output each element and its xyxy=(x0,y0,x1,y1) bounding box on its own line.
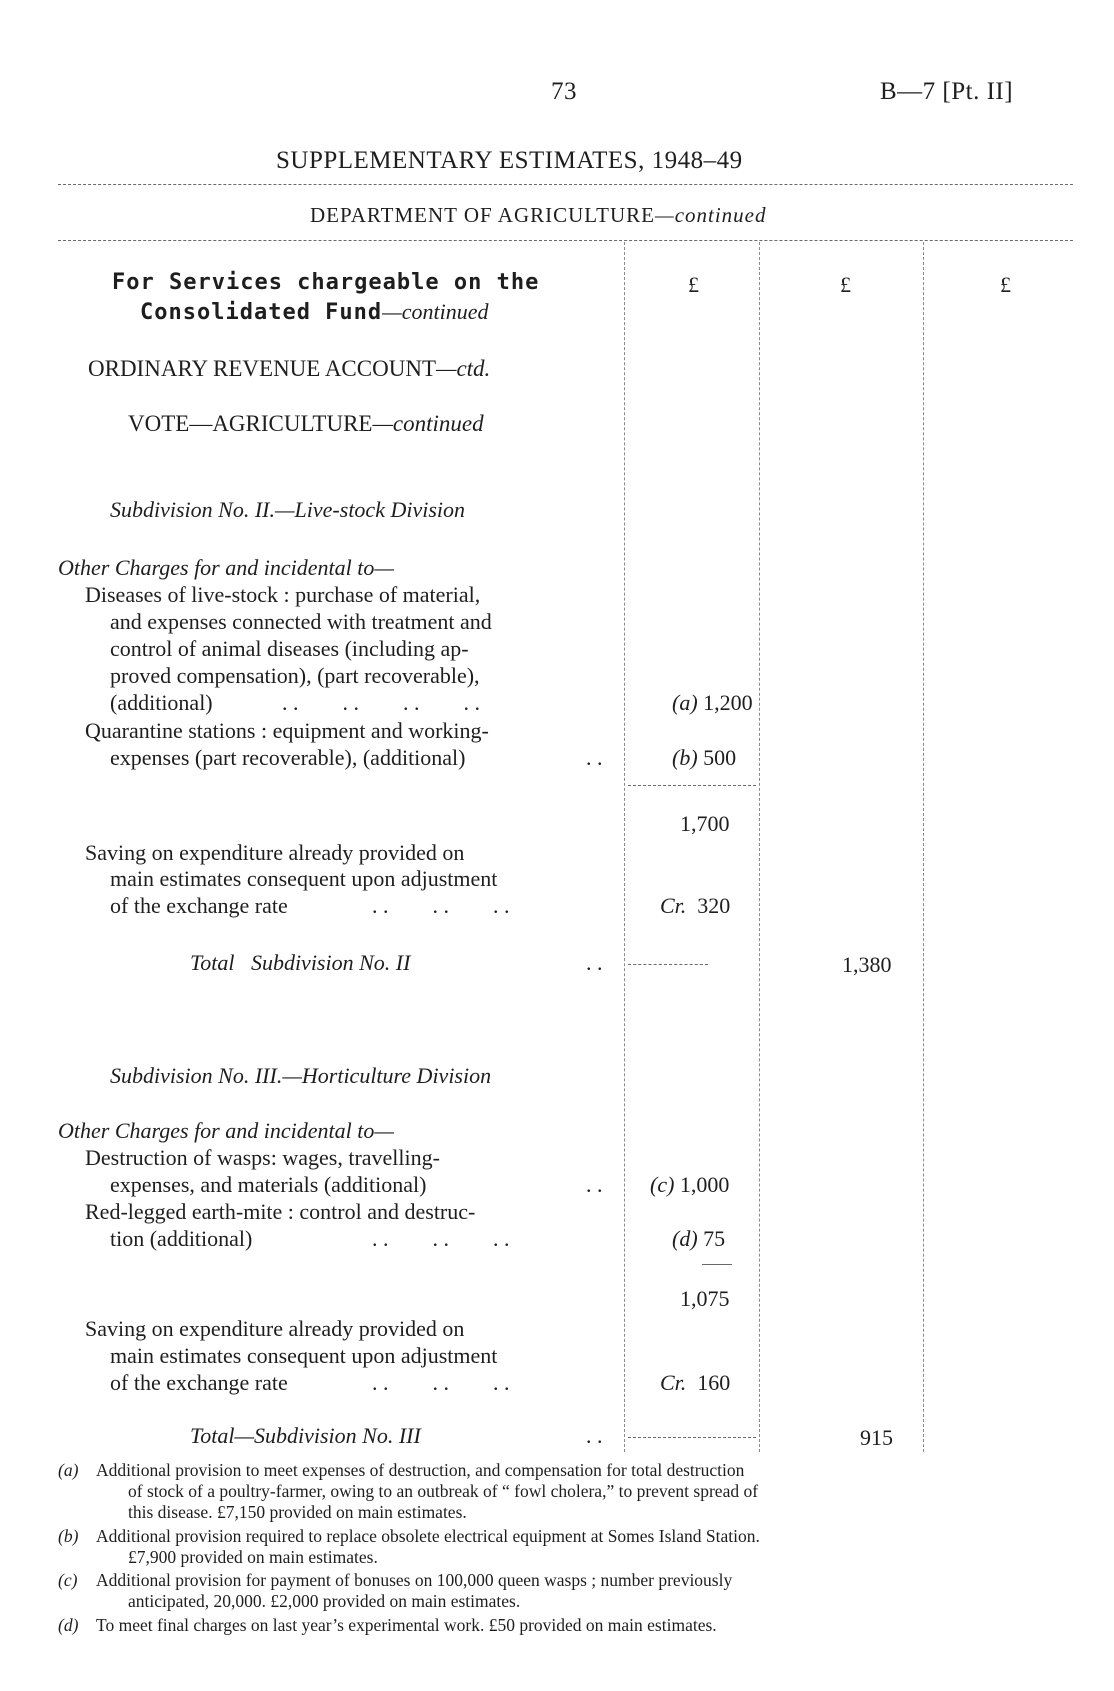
sub2-item2-value xyxy=(672,745,736,771)
sub2-item2-leaders: . . xyxy=(586,745,603,770)
footnote-d-mark: (d) xyxy=(58,1615,79,1635)
sub3-item1-line: Destruction of wasps: wages, travelling- xyxy=(85,1145,440,1170)
sub2-subtotal: 1,700 xyxy=(680,811,730,836)
footnote-b-line: Additional provision required to replace obsolete electrical equipment at Somes Island Station. xyxy=(96,1526,760,1546)
department-name: DEPARTMENT OF AGRICULTURE xyxy=(310,203,656,227)
sub2-total-rule xyxy=(628,964,708,965)
sub2-item1-line: (additional) xyxy=(110,690,213,715)
sub3-total-rule xyxy=(628,1437,756,1438)
sub3-saving-leaders: . . . . . . xyxy=(372,1370,510,1395)
page-title: SUPPLEMENTARY ESTIMATES, 1948–49 xyxy=(276,147,743,174)
document-reference: B—7 [Pt. II] xyxy=(880,78,1014,105)
sub2-saving-line: main estimates consequent upon adjustment xyxy=(110,866,498,891)
sub3-item2-line: Red-legged earth-mite : control and destruc- xyxy=(85,1199,476,1224)
footnote-a-line: Additional provision to meet expenses of destruction, and compensation for total destruction xyxy=(96,1460,745,1480)
sub2-item1-amount: 1,200 xyxy=(703,690,753,715)
sub3-item2-value xyxy=(672,1226,725,1252)
sub2-saving-line: Saving on expenditure already provided on xyxy=(85,840,465,865)
sub2-item2-amount: 500 xyxy=(703,745,737,770)
currency-header-1: £ xyxy=(688,272,699,297)
account-heading xyxy=(88,356,490,382)
sub2-item2-line: expenses (part recoverable), (additional) xyxy=(110,745,466,770)
footnote-a-line: of stock of a poultry-farmer, owing to an outbreak of “ fowl cholera,” to prevent spread of xyxy=(128,1481,759,1501)
sub2-item1-note: (a) xyxy=(672,690,698,715)
sub2-saving-prefix: Cr. xyxy=(660,893,687,918)
sub2-item2-line: Quarantine stations : equipment and working- xyxy=(85,718,489,743)
sub3-other-charges: Other Charges for and incidental to— xyxy=(58,1118,394,1143)
vote-name: VOTE—AGRICULTURE xyxy=(128,411,373,436)
sub3-saving-line: Saving on expenditure already provided on xyxy=(85,1316,465,1341)
sub2-saving-value xyxy=(660,893,730,919)
footnote-c-line: Additional provision for payment of bonuses on 100,000 queen wasps ; number previously xyxy=(96,1570,733,1590)
sub3-item1-leaders: . . xyxy=(586,1172,603,1197)
sub3-item2-note: (d) xyxy=(672,1226,698,1251)
sub3-total-amount: 915 xyxy=(860,1425,893,1450)
sub3-total-leaders: . . xyxy=(586,1423,603,1448)
services-heading-line2 xyxy=(140,299,489,325)
services-continued: —continued xyxy=(382,299,489,324)
sub2-item1-value xyxy=(672,690,753,716)
sub2-item1-line: and expenses connected with treatment and xyxy=(110,609,492,634)
sub2-item1-line: Diseases of live-stock : purchase of material, xyxy=(85,582,481,607)
sub2-total-label: Total Subdivision No. II xyxy=(190,950,411,975)
sub2-item1-line: proved compensation), (part recoverable), xyxy=(110,663,480,688)
footnote-c-mark: (c) xyxy=(58,1570,78,1590)
sub3-item1-amount: 1,000 xyxy=(679,1172,730,1197)
column-separator-1 xyxy=(624,242,625,1452)
sub3-subtotal: 1,075 xyxy=(680,1286,730,1311)
sub2-heading: Subdivision No. II.—Live-stock Division xyxy=(110,497,466,522)
department-heading xyxy=(310,203,767,228)
footnote-b-line: £7,900 provided on main estimates. xyxy=(128,1547,378,1567)
sub2-item2-note: (b) xyxy=(672,745,698,770)
sub2-saving-leaders: . . . . . . xyxy=(372,893,510,918)
services-fund: Consolidated Fund xyxy=(140,300,383,325)
title-rule xyxy=(58,184,1073,185)
sub2-item1-line: control of animal diseases (including ap- xyxy=(110,636,469,661)
sub3-subtotal-rule xyxy=(702,1264,732,1265)
vote-suffix: —continued xyxy=(372,411,484,436)
footnote-a-mark: (a) xyxy=(58,1460,79,1480)
column-separator-2 xyxy=(759,242,760,1452)
department-continued: —continued xyxy=(655,203,767,227)
sub2-saving-amount: 320 xyxy=(697,893,731,918)
sub2-other-charges: Other Charges for and incidental to— xyxy=(58,555,394,580)
sub2-saving-line: of the exchange rate xyxy=(110,893,288,918)
vote-heading xyxy=(128,411,484,437)
sub2-subtotal-rule xyxy=(628,785,756,786)
sub2-item1-leaders: . . . . . . . . xyxy=(282,690,480,715)
sub3-total-label: Total—Subdivision No. III xyxy=(190,1423,421,1448)
sub3-saving-line: main estimates consequent upon adjustment xyxy=(110,1343,498,1368)
column-separator-3 xyxy=(923,242,924,1452)
footnote-c-line: anticipated, 20,000. £2,000 provided on main estimates. xyxy=(128,1591,521,1611)
sub3-saving-amount: 160 xyxy=(697,1370,731,1395)
currency-header-2: £ xyxy=(840,272,851,297)
sub3-item2-line: tion (additional) xyxy=(110,1226,253,1251)
sub3-heading: Subdivision No. III.—Horticulture Division xyxy=(110,1063,492,1088)
department-rule xyxy=(58,240,1073,241)
account-suffix: —ctd. xyxy=(436,356,491,381)
sub3-item1-line: expenses, and materials (additional) xyxy=(110,1172,427,1197)
page-number: 73 xyxy=(551,78,577,105)
services-heading-line1: For Services chargeable on the xyxy=(112,270,540,295)
sub3-saving-value xyxy=(660,1370,730,1396)
footnote-b-mark: (b) xyxy=(58,1526,79,1546)
sub3-saving-line: of the exchange rate xyxy=(110,1370,288,1395)
sub3-saving-prefix: Cr. xyxy=(660,1370,687,1395)
footnote-d-line: To meet final charges on last year’s experimental work. £50 provided on main estimates. xyxy=(96,1615,717,1635)
sub3-item2-amount: 75 xyxy=(703,1226,726,1251)
sub3-item1-value xyxy=(650,1172,729,1198)
sub2-total-amount: 1,380 xyxy=(842,952,892,977)
sub2-total-leaders: . . xyxy=(586,950,603,975)
sub3-item2-leaders: . . . . . . xyxy=(372,1226,510,1251)
sub3-item1-note: (c) xyxy=(650,1172,675,1197)
footnote-a-line: this disease. £7,150 provided on main estimates. xyxy=(128,1502,467,1522)
currency-header-3: £ xyxy=(1000,272,1011,297)
account-name: ORDINARY REVENUE ACCOUNT xyxy=(88,356,436,381)
